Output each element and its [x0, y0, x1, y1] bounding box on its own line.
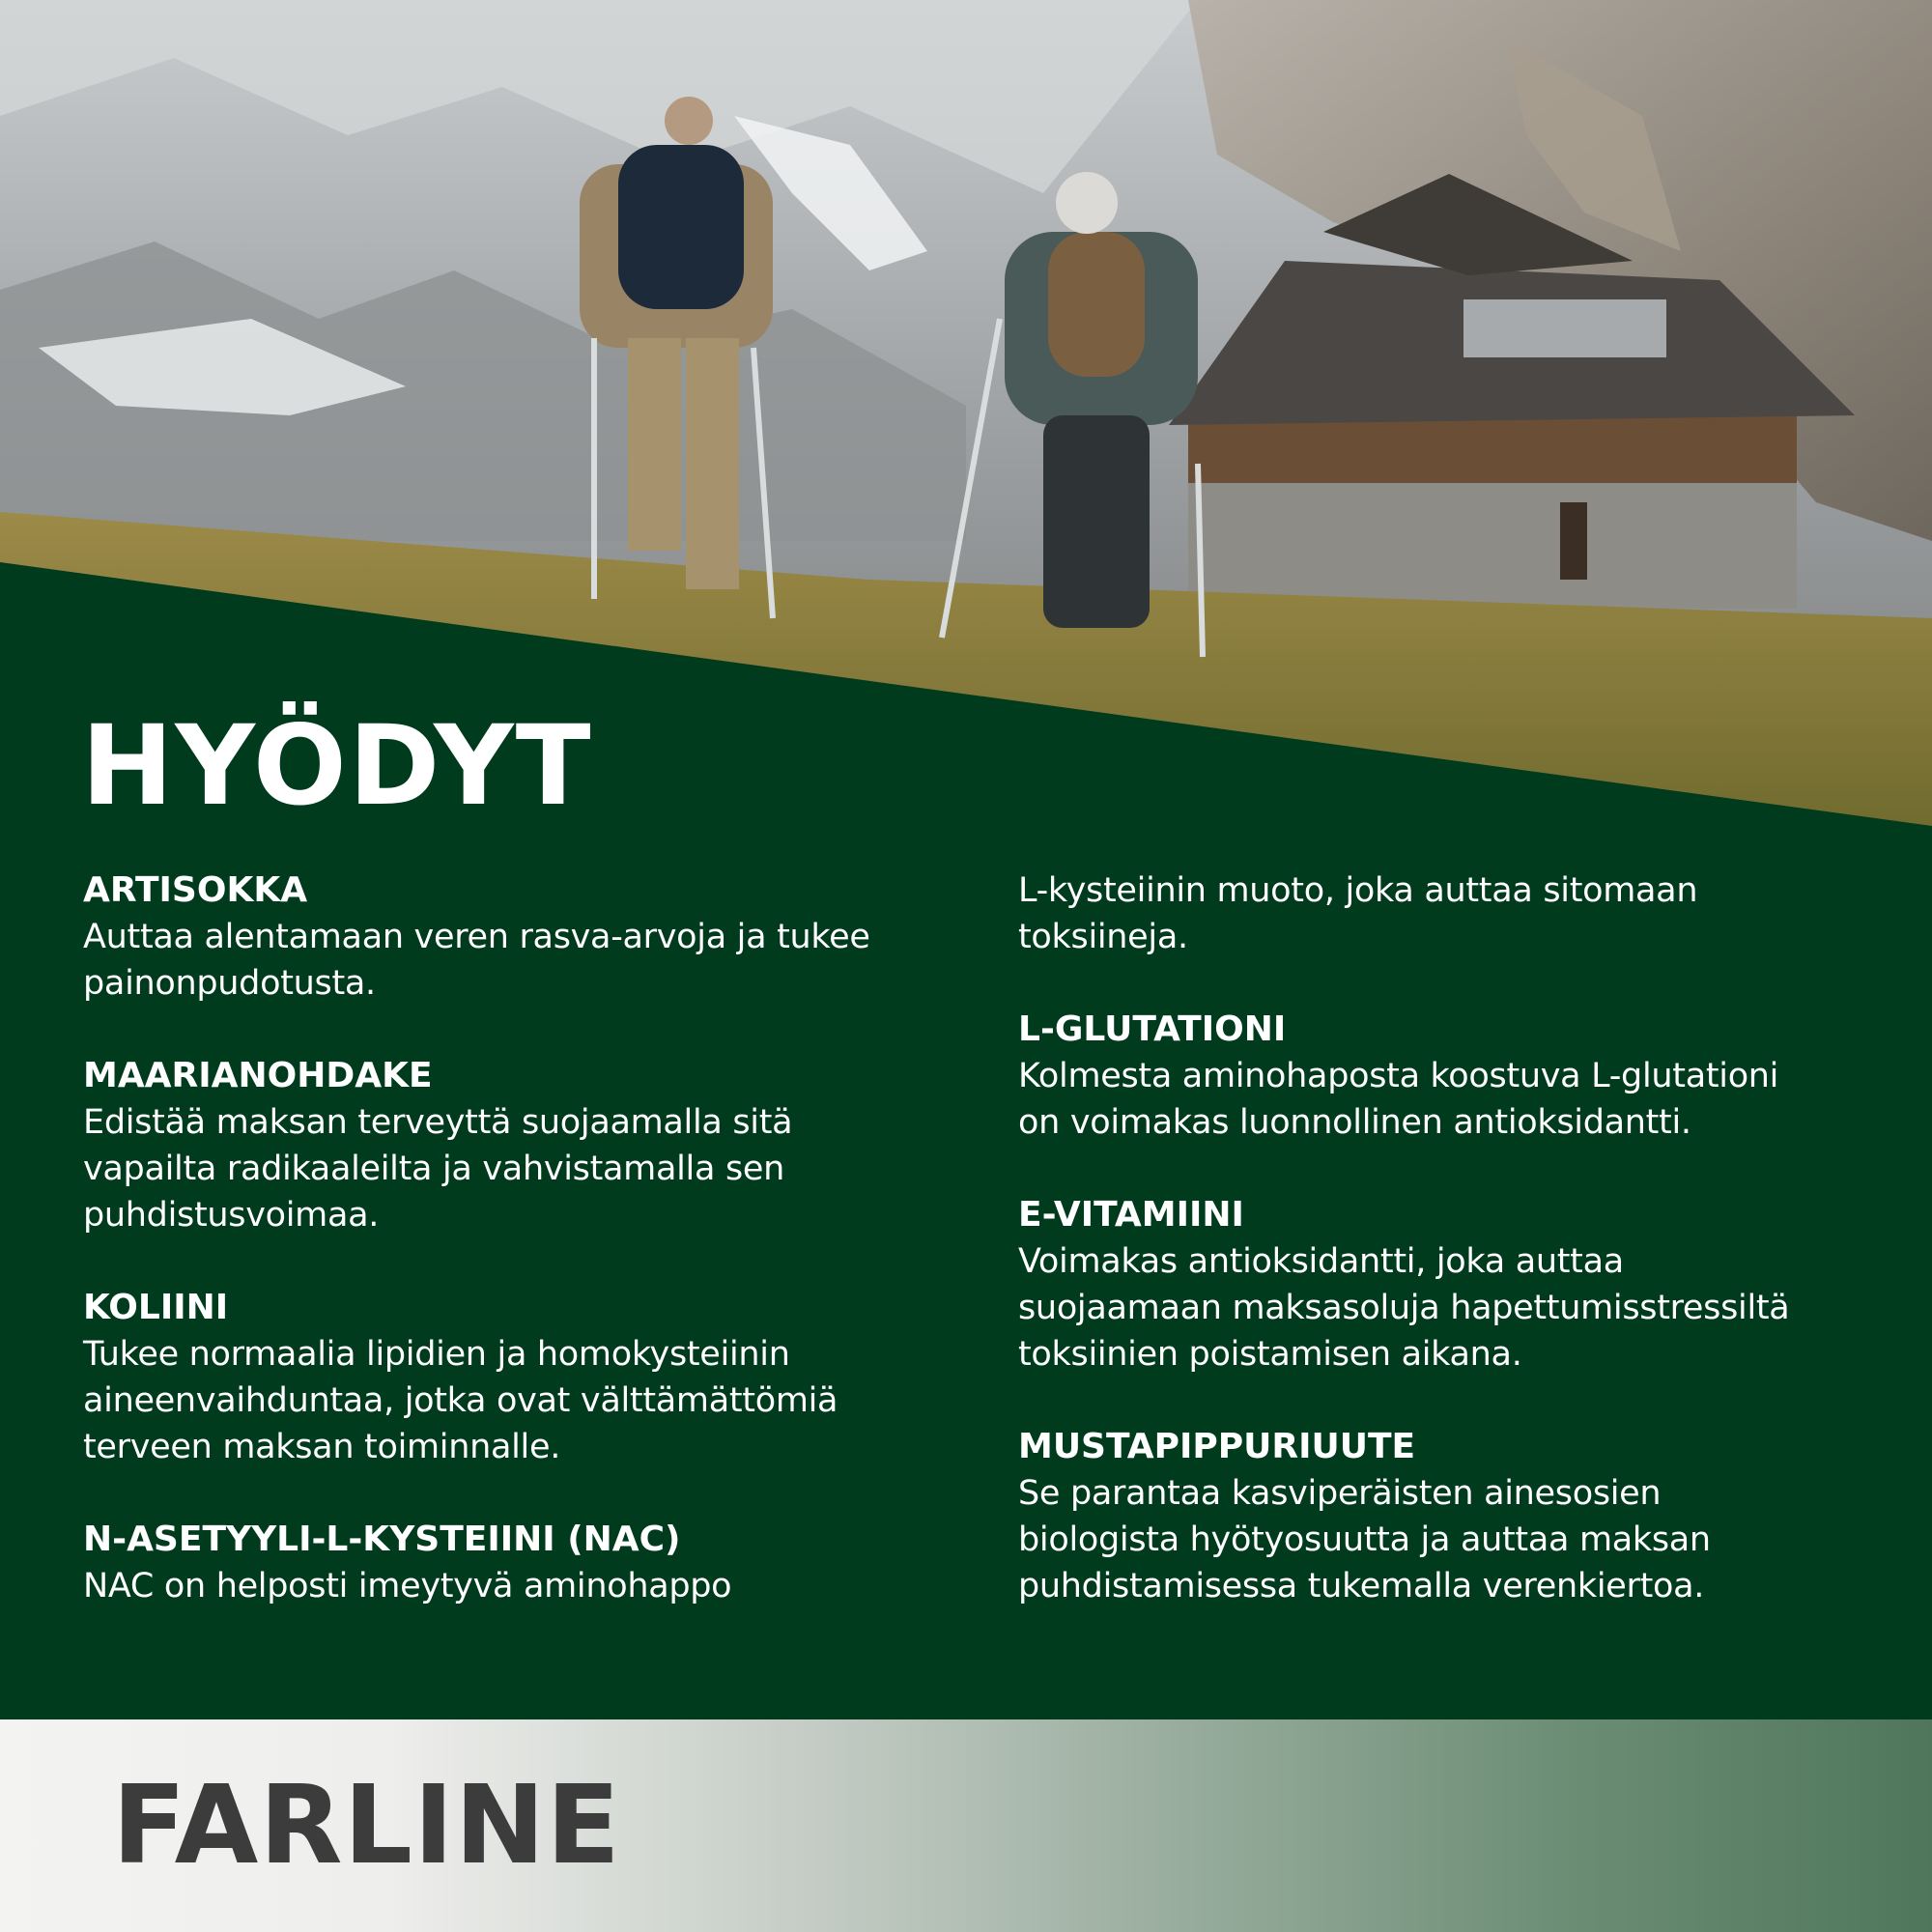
benefit-name: MAARIANOHDAKE [83, 1056, 433, 1095]
benefit-mustapippuriuute [1018, 1424, 1888, 1609]
benefit-name: E-VITAMIINI [1018, 1195, 1244, 1235]
benefit-text-line: Tukee normaalia lipidien ja homokysteiinin [83, 1335, 790, 1374]
brand-logo: FARLINE [112, 1763, 621, 1889]
benefit-text-line: Auttaa alentamaan veren rasva-arvoja ja tukee [83, 918, 870, 956]
benefit-name: ARTISOKKA [83, 870, 308, 910]
benefit-e-vitamiini [1018, 1192, 1888, 1378]
footer-band [0, 1719, 1932, 1932]
benefit-maarianohdake [83, 1053, 952, 1238]
benefit-text-line: Se parantaa kasviperäisten ainesosien [1018, 1474, 1662, 1513]
benefit-nac-continued [1018, 867, 1888, 960]
benefit-text-line: toksiineja. [1018, 918, 1188, 956]
benefit-l-glutationi [1018, 1007, 1888, 1146]
benefit-text-line: toksiinien poistamisen aikana. [1018, 1335, 1522, 1374]
benefit-text-line: biologista hyötyosuutta ja auttaa maksan [1018, 1520, 1711, 1559]
benefit-artisokka [83, 867, 952, 1007]
benefit-text-line: aineenvaihduntaa, jotka ovat välttämättömiä [83, 1381, 838, 1420]
benefit-text-line: L-kysteiinin muoto, joka auttaa sitomaan [1018, 871, 1698, 910]
benefit-text-line: puhdistamisessa tukemalla verenkiertoa. [1018, 1567, 1705, 1605]
benefits-column-left [83, 867, 952, 1656]
benefit-text-line: puhdistusvoimaa. [83, 1196, 380, 1235]
benefit-nac [83, 1517, 952, 1609]
benefit-text-line: Voimakas antioksidantti, joka auttaa [1018, 1242, 1624, 1281]
benefit-name: N-ASETYYLI-L-KYSTEIINI (NAC) [83, 1520, 681, 1559]
page-title: HYÖDYT [81, 701, 593, 830]
benefit-text-line: Kolmesta aminohaposta koostuva L-glutationi [1018, 1057, 1779, 1095]
benefit-text-line: terveen maksan toiminnalle. [83, 1428, 561, 1466]
benefit-name: KOLIINI [83, 1288, 229, 1327]
benefit-text-line: vapailta radikaaleilta ja vahvistamalla sen [83, 1150, 784, 1188]
benefit-text-line: Edistää maksan terveyttä suojaamalla sitä [83, 1103, 793, 1142]
benefit-text-line: painonpudotusta. [83, 964, 376, 1003]
benefit-name: L-GLUTATIONI [1018, 1009, 1287, 1049]
benefits-column-right [1018, 867, 1888, 1656]
benefit-text-line: suojaamaan maksasoluja hapettumisstressiltä [1018, 1289, 1790, 1327]
benefit-name: MUSTAPIPPURIUUTE [1018, 1427, 1416, 1466]
benefit-text-line: NAC on helposti imeytyvä aminohappo [83, 1567, 732, 1605]
benefit-koliini [83, 1285, 952, 1470]
benefit-text-line: on voimakas luonnollinen antioksidantti. [1018, 1103, 1691, 1142]
